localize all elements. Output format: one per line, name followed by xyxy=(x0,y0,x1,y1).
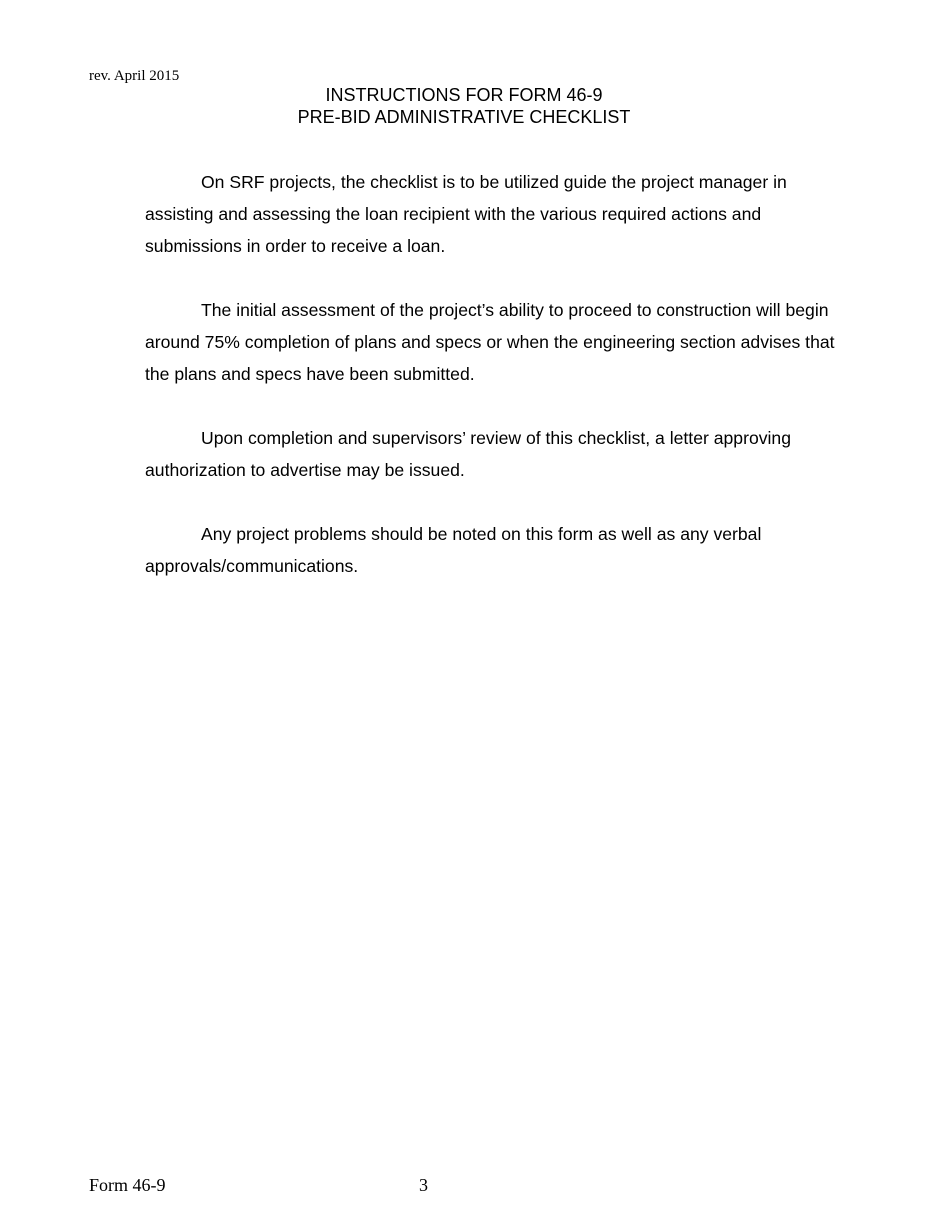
title-line-2: PRE-BID ADMINISTRATIVE CHECKLIST xyxy=(297,106,631,127)
document-title xyxy=(0,85,928,128)
paragraph-project-problems: Any project problems should be noted on this form as well as any verbal approvals/communications. xyxy=(145,524,762,576)
instructions-body xyxy=(145,166,835,614)
footer-page-number: 3 xyxy=(419,1175,428,1195)
revision-date: rev. April 2015 xyxy=(89,68,180,84)
paragraph-initial-assessment: The initial assessment of the project’s ability to proceed to construction will begin around 75% completion of plans and specs or when the engineering section advises that the plans and specs have been submitted. xyxy=(145,300,835,384)
paragraph-srf-projects: On SRF projects, the checklist is to be utilized guide the project manager in assisting and assessing the loan recipient with the various required actions and submissions in order to receive a loan. xyxy=(145,172,787,256)
title-line-1: INSTRUCTIONS FOR FORM 46-9 xyxy=(325,85,603,105)
paragraph-upon-completion: Upon completion and supervisors’ review of this checklist, a letter approving authorization to advertise may be issued. xyxy=(145,428,792,480)
footer-form-label: Form 46-9 xyxy=(89,1175,166,1195)
